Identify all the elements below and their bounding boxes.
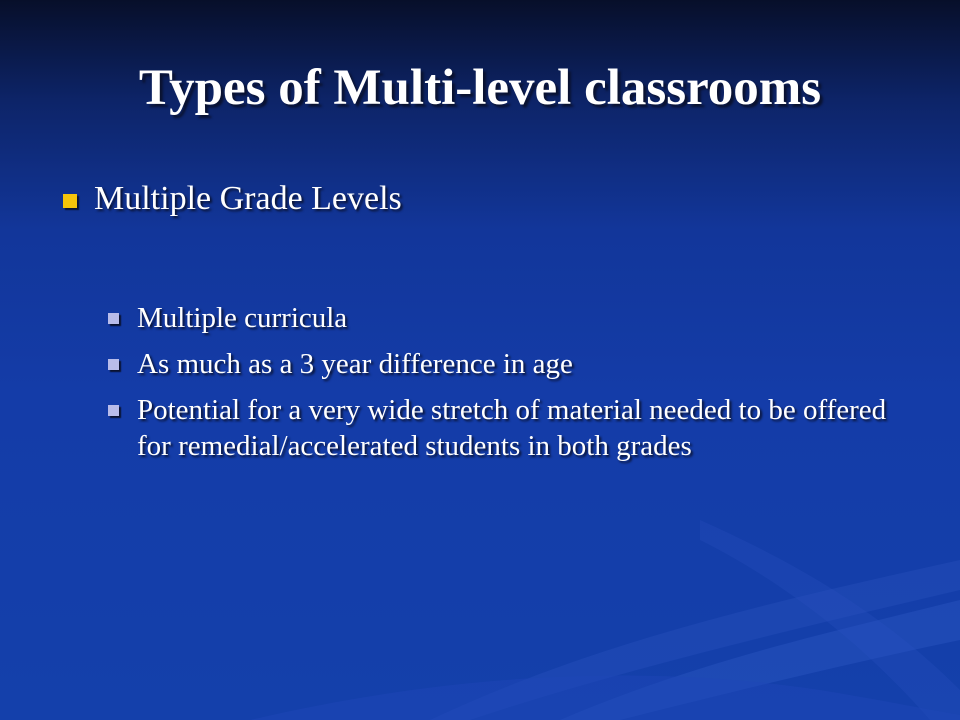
sub-bullet-text: Multiple curricula: [137, 302, 348, 334]
sub-bullet: [108, 300, 888, 336]
sub-bullet-text: Potential for a very wide stretch of material needed to be offered for remedial/accelerated students in both grades: [137, 394, 887, 462]
sub-bullet: [108, 392, 888, 464]
sub-bullet-text: As much as a 3 year difference in age: [137, 348, 573, 380]
swoosh-band-4: [250, 676, 960, 720]
sub-bullet-square-icon: [108, 313, 119, 324]
bullet-square-icon: [63, 194, 77, 208]
sub-bullet-square-icon: [108, 359, 119, 370]
main-bullet-text: Multiple Grade Levels: [94, 180, 402, 217]
sub-bullet-list: [108, 300, 888, 474]
main-bullet: [63, 176, 883, 222]
sub-bullet: [108, 346, 888, 382]
slide-title: Types of Multi-level classrooms: [138, 60, 822, 116]
sub-bullet-square-icon: [108, 405, 119, 416]
